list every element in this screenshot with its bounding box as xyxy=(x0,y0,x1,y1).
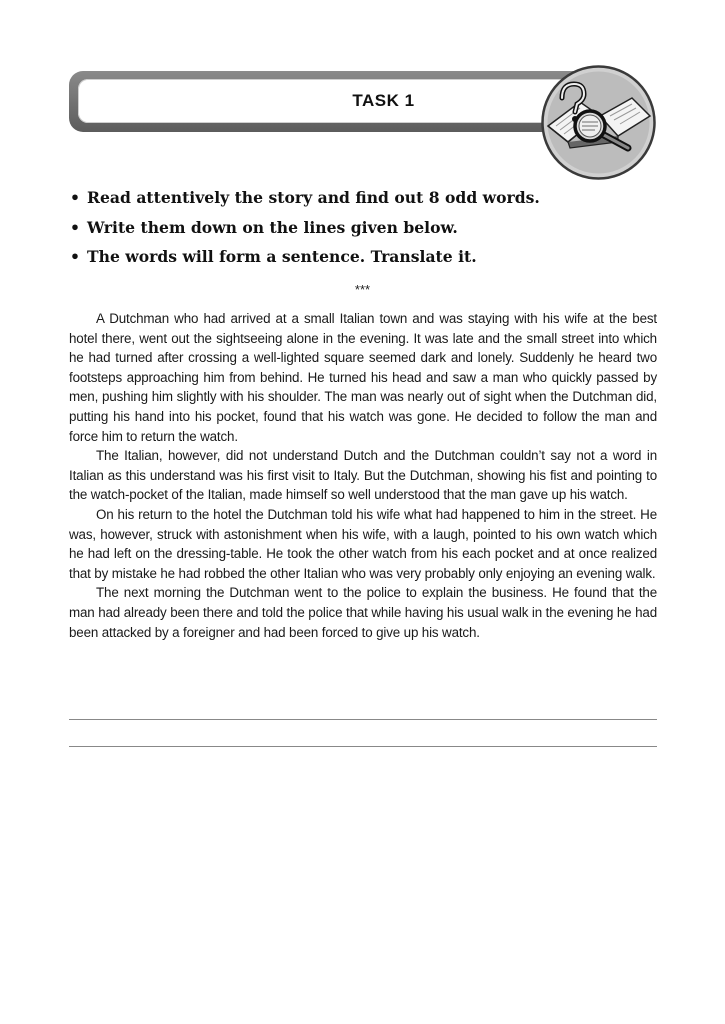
story-paragraph: The Italian, however, did not understand Dutch and the Dutchman couldn’t say not a word in Italian as this understand was his first visit to Italy. But the Dutchman, showing his fist and pointing to the watch-pocket of the Italian, made himself so well understood that the man gave up his watch. xyxy=(69,448,657,503)
bullet-icon: • xyxy=(70,188,80,207)
book-magnifier-question-icon xyxy=(540,64,657,181)
story-text xyxy=(69,309,657,642)
instruction-text: The words will form a sentence. Translate it. xyxy=(87,247,477,266)
instruction-item xyxy=(70,216,670,246)
answer-line xyxy=(69,719,657,720)
story-paragraph: A Dutchman who had arrived at a small Italian town and was staying with his wife at the best hotel there, went out the sightseeing alone in the evening. It was late and the small street into which he had turned after crossing a well-lighted square seemed dark and lonely. Suddenly he heard two footsteps approaching him from behind. He turned his head and saw a man who quickly passed by men, pushing him slightly with his shoulder. The man was nearly out of sight when the Dutchman did, putting his hand into his pocket, found that his watch was gone. He decided to follow the man and force him to return the watch. xyxy=(69,311,657,444)
bullet-icon: • xyxy=(70,247,80,266)
answer-line xyxy=(69,746,657,747)
task-banner-inner xyxy=(78,79,579,123)
story-paragraph: On his return to the hotel the Dutchman told his wife what had happened to him in the street. He was, however, struck with astonishment when his wife, with a laugh, pointed to his own watch which he had left on the dressing-table. He took the other watch from his each pocket and at once realized that by mistake he had robbed the other Italian who was very probably only enjoying an evening walk. xyxy=(69,506,657,581)
section-separator: *** xyxy=(354,282,371,297)
instruction-text: Read attentively the story and find out 8 odd words. xyxy=(87,188,540,207)
instruction-list xyxy=(70,186,670,275)
story-paragraph: The next morning the Dutchman went to the police to explain the business. He found that the man had already been there and told the police that while having his usual walk in the evening he had been attacked by a foreigner and had been forced to give up his watch. xyxy=(69,585,657,640)
task-banner xyxy=(69,71,589,132)
instruction-item xyxy=(70,245,670,275)
bullet-icon: • xyxy=(70,217,80,237)
task-title: TASK 1 xyxy=(352,91,415,110)
instruction-item xyxy=(70,186,670,216)
instruction-text: Write them down on the lines given below. xyxy=(87,217,458,237)
